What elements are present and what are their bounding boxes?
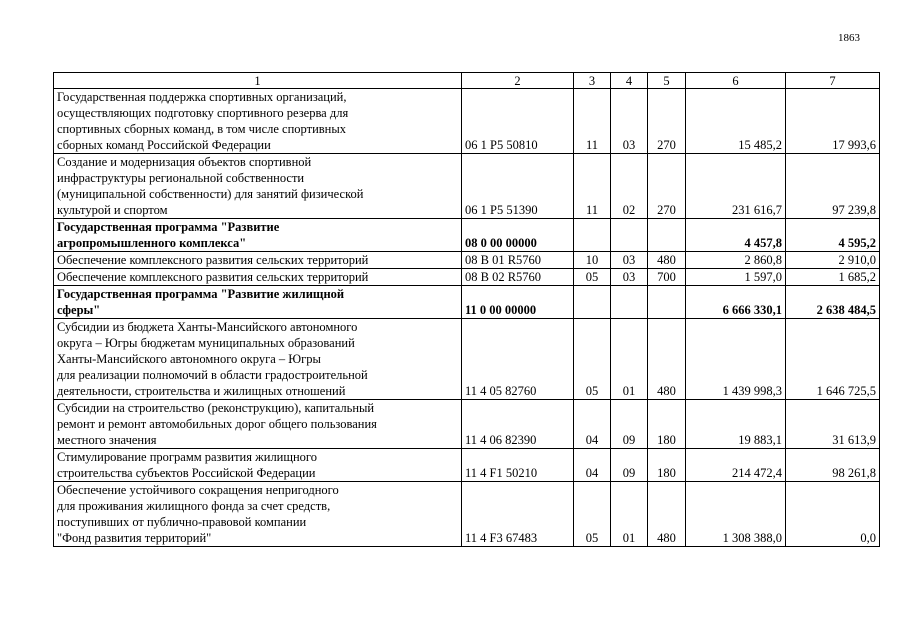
row-expense-type: 480	[648, 482, 686, 547]
row-amount-year2: 97 239,8	[786, 154, 880, 219]
row-section: 05	[574, 269, 611, 286]
column-header: 2	[462, 73, 574, 89]
row-code: 06 1 P5 50810	[462, 89, 574, 154]
row-amount-year1: 214 472,4	[686, 449, 786, 482]
row-subsection: 02	[611, 154, 648, 219]
row-section: 05	[574, 319, 611, 400]
row-code: 06 1 P5 51390	[462, 154, 574, 219]
row-section	[574, 219, 611, 252]
row-code: 11 4 06 82390	[462, 400, 574, 449]
table-row	[54, 252, 880, 269]
row-code: 11 4 F3 67483	[462, 482, 574, 547]
column-header: 5	[648, 73, 686, 89]
row-code: 08 0 00 00000	[462, 219, 574, 252]
table-row	[54, 154, 880, 219]
table-row	[54, 400, 880, 449]
page-number: 1863	[838, 32, 860, 44]
row-amount-year1: 231 616,7	[686, 154, 786, 219]
row-name: Обеспечение комплексного развития сельских территорий	[54, 252, 462, 269]
row-amount-year1: 1 308 388,0	[686, 482, 786, 547]
table-row	[54, 482, 880, 547]
row-section: 04	[574, 449, 611, 482]
row-name: Субсидии на строительство (реконструкцию), капитальный ремонт и ремонт автомобильных дорог общего пользования местного значения	[54, 400, 462, 449]
table-row	[54, 319, 880, 400]
row-section: 11	[574, 89, 611, 154]
row-subsection	[611, 286, 648, 319]
row-section: 05	[574, 482, 611, 547]
row-code: 08 B 02 R5760	[462, 269, 574, 286]
row-expense-type: 480	[648, 252, 686, 269]
row-code: 11 0 00 00000	[462, 286, 574, 319]
row-amount-year1: 6 666 330,1	[686, 286, 786, 319]
row-amount-year2: 1 646 725,5	[786, 319, 880, 400]
row-subsection: 09	[611, 449, 648, 482]
row-expense-type: 270	[648, 154, 686, 219]
row-code: 11 4 05 82760	[462, 319, 574, 400]
row-name: Субсидии из бюджета Ханты-Мансийского автономного округа – Югры бюджетам муниципальных образований Ханты-Мансийского автономного округа – Югры для реализации полномочий в области градостроительной деятельности, строительства и жилищных отношений	[54, 319, 462, 400]
row-amount-year1: 19 883,1	[686, 400, 786, 449]
table-row	[54, 269, 880, 286]
row-subsection: 01	[611, 319, 648, 400]
row-expense-type: 480	[648, 319, 686, 400]
table-header-row	[54, 73, 880, 89]
row-expense-type: 180	[648, 400, 686, 449]
row-subsection: 03	[611, 269, 648, 286]
column-header: 4	[611, 73, 648, 89]
row-section	[574, 286, 611, 319]
budget-table	[53, 72, 880, 547]
row-subsection: 03	[611, 252, 648, 269]
row-amount-year2: 0,0	[786, 482, 880, 547]
row-amount-year2: 31 613,9	[786, 400, 880, 449]
row-amount-year2: 98 261,8	[786, 449, 880, 482]
row-expense-type	[648, 219, 686, 252]
row-section: 04	[574, 400, 611, 449]
row-amount-year2: 1 685,2	[786, 269, 880, 286]
row-name: Создание и модернизация объектов спортивной инфраструктуры региональной собственности (муниципальной собственности) для занятий физической культурой и спортом	[54, 154, 462, 219]
row-code: 11 4 F1 50210	[462, 449, 574, 482]
table-body	[54, 73, 880, 547]
column-header: 6	[686, 73, 786, 89]
row-amount-year2: 2 638 484,5	[786, 286, 880, 319]
row-amount-year1: 2 860,8	[686, 252, 786, 269]
row-name: Государственная поддержка спортивных организаций, осуществляющих подготовку спортивного резерва для спортивных сборных команд, в том числе спортивных сборных команд Российской Федерации	[54, 89, 462, 154]
table-row	[54, 89, 880, 154]
row-section: 11	[574, 154, 611, 219]
column-header: 3	[574, 73, 611, 89]
row-amount-year2: 2 910,0	[786, 252, 880, 269]
row-subsection: 09	[611, 400, 648, 449]
row-expense-type: 700	[648, 269, 686, 286]
row-name: Обеспечение устойчивого сокращения непригодного для проживания жилищного фонда за счет средств, поступивших от публично-правовой компании "Фонд развития территорий"	[54, 482, 462, 547]
column-header: 1	[54, 73, 462, 89]
row-amount-year2: 4 595,2	[786, 219, 880, 252]
row-amount-year2: 17 993,6	[786, 89, 880, 154]
table-row	[54, 286, 880, 319]
row-subsection: 03	[611, 89, 648, 154]
row-amount-year1: 4 457,8	[686, 219, 786, 252]
column-header: 7	[786, 73, 880, 89]
row-name: Обеспечение комплексного развития сельских территорий	[54, 269, 462, 286]
row-subsection	[611, 219, 648, 252]
row-expense-type: 180	[648, 449, 686, 482]
row-code: 08 B 01 R5760	[462, 252, 574, 269]
row-name: Стимулирование программ развития жилищного строительства субъектов Российской Федерации	[54, 449, 462, 482]
row-expense-type: 270	[648, 89, 686, 154]
row-subsection: 01	[611, 482, 648, 547]
row-name: Государственная программа "Развитие агропромышленного комплекса"	[54, 219, 462, 252]
row-name: Государственная программа "Развитие жилищной сферы"	[54, 286, 462, 319]
table-row	[54, 449, 880, 482]
row-expense-type	[648, 286, 686, 319]
row-section: 10	[574, 252, 611, 269]
table-row	[54, 219, 880, 252]
row-amount-year1: 1 439 998,3	[686, 319, 786, 400]
row-amount-year1: 15 485,2	[686, 89, 786, 154]
row-amount-year1: 1 597,0	[686, 269, 786, 286]
